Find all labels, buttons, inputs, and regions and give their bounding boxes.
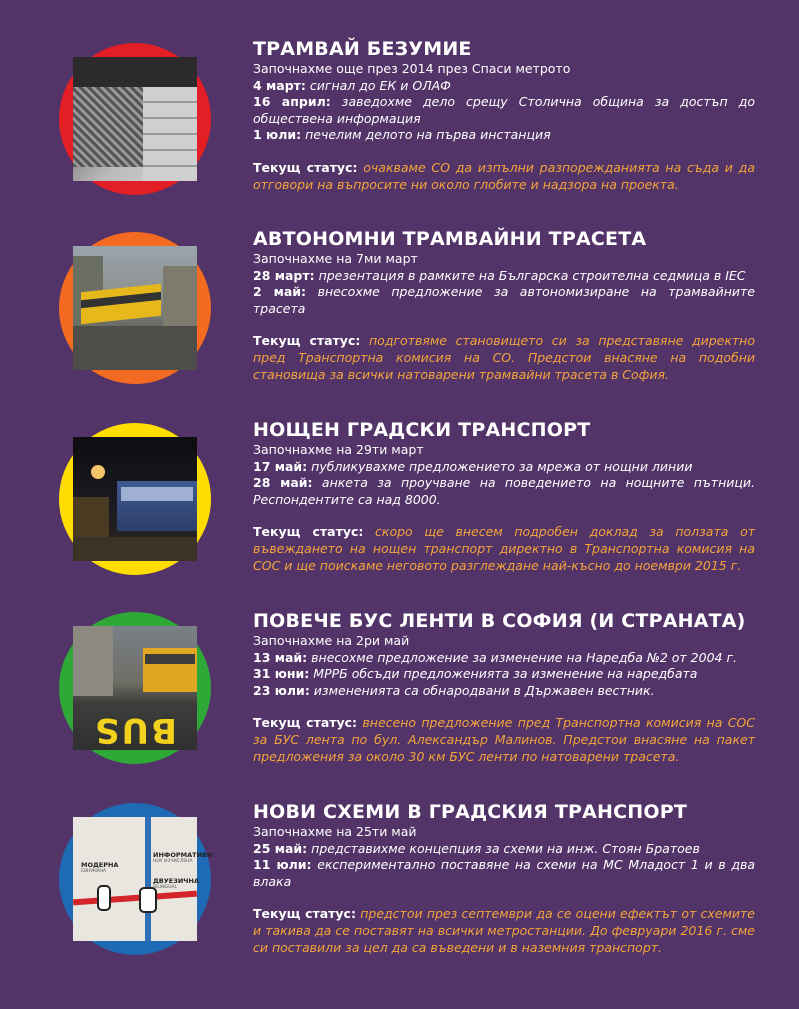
event-item [253, 841, 755, 858]
event-item [253, 683, 755, 700]
section-started: Започнахме на 2ри май [253, 633, 410, 648]
event-date: 2 май: [253, 284, 307, 300]
event-item [253, 475, 755, 508]
event-item [253, 650, 755, 667]
event-text: анкета за проучване на поведението на нощните пътници. Респондентите са над 8000. [253, 475, 755, 507]
status-label: Текущ статус: [253, 715, 358, 731]
map-label: МОДЕРНА [81, 861, 119, 869]
tram-rails-photo [73, 57, 197, 181]
event-text: сигнал до ЕК и ОЛАФ [309, 77, 451, 93]
event-text: внесохме предложение за изменение на Наредба №2 от 2004 г. [311, 649, 738, 665]
event-item [253, 459, 755, 476]
section-title: ТРАМВАЙ БЕЗУМИЕ [253, 38, 472, 60]
section-title: АВТОНОМНИ ТРАМВАЙНИ ТРАСЕТА [253, 228, 647, 250]
section-photo-circle [59, 43, 211, 195]
current-status [253, 906, 755, 956]
current-status [253, 715, 755, 765]
bus-lane-marking: BUS [93, 710, 178, 750]
event-date: 17 май: [253, 458, 308, 474]
current-status [253, 524, 755, 574]
current-status [253, 160, 755, 193]
status-text: скоро ще внесем подробен доклад за ползата от въвеждането на нощен транспорт директно в Транспортна комисия на СОС и ще поискаме неговото разглеждане най-късно до ноември 2015 г. [253, 524, 755, 573]
section-photo-circle [59, 803, 211, 955]
event-text: внесохме предложение за автономизиране на трамвайните трасета [253, 284, 755, 316]
event-item [253, 127, 755, 144]
event-item [253, 78, 755, 95]
event-text: представихме концепция за схеми на инж. Стоян Братоев [311, 840, 700, 856]
event-date: 13 май: [253, 649, 308, 665]
yellow-tram-photo [73, 246, 197, 370]
current-status [253, 333, 755, 383]
event-text: заведохме дело срещу Столична община за достъп до обществена информация [253, 94, 755, 126]
status-label: Текущ статус: [253, 524, 364, 540]
event-item [253, 284, 755, 317]
event-date: 1 юли: [253, 127, 302, 143]
section-started: Започнахме на 25ти май [253, 824, 417, 839]
status-text: предстои през септември да се оцени ефектът от схемите и такива да се поставят на всички метростанции. До февруари 2016 г. сме си поставили за цел да са въведени и в наземния транспорт. [253, 906, 755, 955]
section-started: Започнахме още през 2014 през Спаси метрото [253, 61, 571, 76]
section-title: НОЩЕН ГРАДСКИ ТРАНСПОРТ [253, 419, 591, 441]
event-text: МРРБ обсъди предложенията за изменение на наредбата [313, 666, 698, 682]
section-photo-circle [59, 232, 211, 384]
event-item [253, 268, 755, 285]
event-text: измененията са обнародвани в Държавен вестник. [313, 682, 655, 698]
section-started: Започнахме на 7ми март [253, 251, 418, 266]
map-label: ДВУЕЗИЧНА [153, 877, 199, 885]
metro-map-photo [73, 817, 213, 941]
status-text: подготвяме становището си за представяне директно пред Транспортна комисия на СО. Предстои внасяне на подобни становища за всички натоварени трамвайни трасета в София. [253, 333, 755, 382]
section-title: ПОВЕЧЕ БУС ЛЕНТИ В СОФИЯ (И СТРАНАТА) [253, 610, 746, 632]
event-date: 31 юни: [253, 666, 310, 682]
event-item [253, 857, 755, 890]
event-text: презентация в рамките на Българска строителна седмица в IEC [318, 267, 746, 283]
event-date: 25 май: [253, 840, 308, 856]
event-text: експериментално поставяне на схеми на МС Младост 1 и в два влака [253, 857, 755, 889]
status-text: внесено предложение пред Транспортна комисия на СОС за БУС лента по бул. Александър Малинов. Предстои внасяне на пакет предложения за около 30 км БУС ленти по натоварени трасета. [253, 715, 755, 764]
section-started: Започнахме на 29ти март [253, 442, 424, 457]
status-label: Текущ статус: [253, 333, 361, 349]
map-label: НОУ ИЗЧИСЛЕНА [153, 859, 193, 864]
event-text: публикувахме предложението за мрежа от нощни линии [311, 458, 693, 474]
event-text: печелим делото на първа инстанция [305, 127, 551, 143]
status-label: Текущ статус: [253, 159, 358, 175]
event-item [253, 666, 755, 683]
map-label: BILINGUAL [153, 885, 177, 890]
status-text: очакваме СО да изпълни разпорежданията на съда и да отговори на въпросите ни около глобите и надзора на проекта. [253, 159, 755, 192]
event-date: 11 юли: [253, 857, 312, 873]
bus-lane-photo [73, 626, 197, 750]
map-label: ИНФОРМАТИВН [153, 851, 213, 859]
event-item [253, 94, 755, 127]
event-date: 16 април: [253, 94, 331, 110]
event-date: 4 март: [253, 77, 306, 93]
section-photo-circle [59, 423, 211, 575]
section-title: НОВИ СХЕМИ В ГРАДСКИЯ ТРАНСПОРТ [253, 801, 687, 823]
map-label: ЕВНУКИНА [81, 869, 107, 874]
event-date: 28 март: [253, 267, 315, 283]
event-date: 23 юли: [253, 682, 310, 698]
section-photo-circle [59, 612, 211, 764]
night-bus-photo [73, 437, 197, 561]
status-label: Текущ статус: [253, 906, 356, 922]
event-date: 28 май: [253, 475, 313, 491]
